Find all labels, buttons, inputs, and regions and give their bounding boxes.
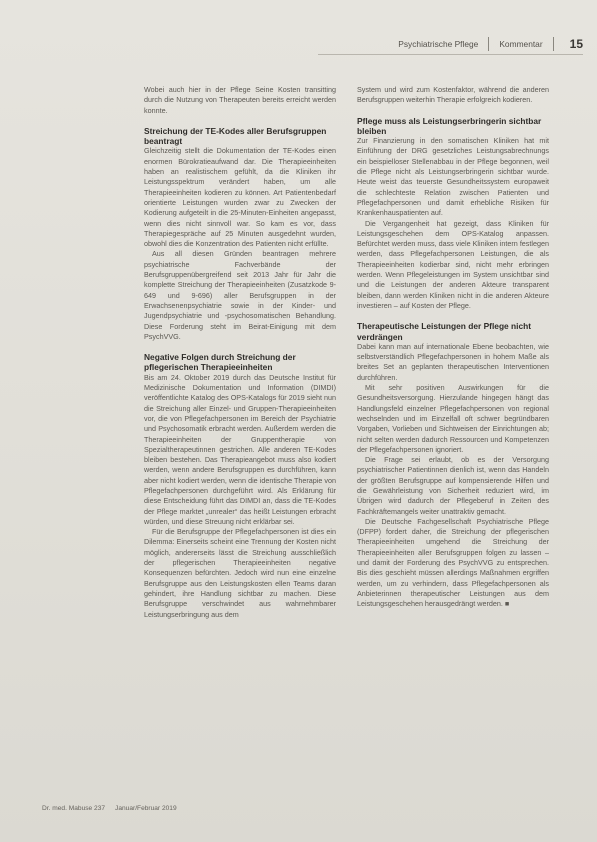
header-rule xyxy=(318,54,583,55)
paragraph: Die Frage sei erlaubt, ob es der Versorgung psychiatrischer Patientinnen dienlich ist, wenn das Handeln der größten Berufsgruppe auf kompensierende Hilfen und die Gewährleistung von Sicherheit reduziert wird, im Übrigen wird dadurch der Pflegeberuf in Zeiten des Fachkräftemangels weiter unattraktiv gemacht. xyxy=(357,455,549,516)
paragraph: Für die Berufsgruppe der Pflegefachpersonen ist dies ein Dilemma: Einerseits scheint eine Trennung der Kosten nicht möglich, andererseits lässt die Streichung ausschließlich der pflegerischen Therapieeinheiten negative Konsequenzen befürchten. Jedoch wird nun eine einzelne Berufsgruppe aus den Leistungskosten ellen Teams daran gehindert, ihre Handlung sichtbar zu machen. Diese Berufsgruppe verschwindet aus wahrnehmbarer Leistungserbringung aus dem xyxy=(144,527,336,619)
paragraph: Die Vergangenheit hat gezeigt, dass Kliniken für Leistungsgeschehen dem OPS-Katalog anpassen. Befürchtet werden muss, dass viele Kliniken intern festlegen werden, dass Pflegefachpersonen Leistungen, die als Therapieeinheiten kodierbar sind, nicht mehr erbringen werden. Wenn Pflegeleistungen im System unsichtbar sind und die Leistungen der anderen Akteure transparent bleiben, dann werden Kliniken nicht in die anderen Akteure investieren – auf Kosten der Pflege. xyxy=(357,218,549,310)
section-heading: Negative Folgen durch Streichung der pflegerischen Therapieeinheiten xyxy=(144,352,296,373)
header-divider xyxy=(553,37,554,51)
section-heading: Pflege muss als Leistungserbringerin sichtbar bleiben xyxy=(357,115,542,136)
header-category: Kommentar xyxy=(499,39,543,49)
left-intro: Wobei auch hier in der Pflege Seine Kosten transitting durch die Nutzung von Therapeuten bereits erreicht werden konnte. xyxy=(144,85,336,115)
header-divider xyxy=(488,37,489,51)
paragraph: Die Deutsche Fachgesellschaft Psychiatrische Pflege (DFPP) fordert daher, die Streichung der pflegerischen Therapieeinheiten umgehend die Streichung der Therapieeinheiten aller Berufsgruppen folgen zu lassen – und damit der Forderung des PsychVVG zu entsprechen. Bis dies geschieht müssen allerdings Maßnahmen ergriffen werden, um zu verhindern, dass Pflegefachpersonen als Anbieterinnen therapeutischer Leistungen aus dem Leistungsgeschehen herausgedrängt werden. ■ xyxy=(357,516,549,609)
paragraph: Gleichzeitig stellt die Dokumentation der TE-Kodes einen enormen Bürokratieaufwand dar. Die Therapieeinheiten haben an realistischem gefühlt, da die Kliniken ihr Leistungsspektrum verändert haben, um alle Therapieeinheiten kodieren zu können. Art Patientenbedarf orientierte Leistungen wurden zwar zu Zwecken der Kodierung aufgeteilt in die 25-Minuten-Einheiten angepasst, wenn dies nicht sinnvoll war. So kam es vor, dass Therapiegespräche auf 25 Minuten ausgedehnt wurden, obwohl dies die Konzentration des Patienten nicht erfüllte. xyxy=(144,146,336,249)
right-intro: System und wird zum Kostenfaktor, während die anderen Berufsgruppen weiterhin Therapie erfolgreich kodieren. xyxy=(357,85,549,105)
paragraph: Dabei kann man auf internationale Ebene beobachten, wie selbstverständlich Pflegefachpersonen in hohem Maße als breites Set an geplanten therapeutischen Interventionen durchführen. xyxy=(357,341,549,382)
paragraph: Zur Finanzierung in den somatischen Kliniken hat mit Einführung der DRG gesetzliches Leistungsabrechnungs ein beispielloser Stellenabbau in der Pflege begonnen, weil die Pflege nicht als Leistungserbringerin sichtbar wurde. Heute weist das teuerste Gesundheitssystem europaweit die schlechteste Relation zwischen Patienten und Pflegefachpersonen und damit erhebliche Risiken für Krankenhauspatienten auf. xyxy=(357,136,549,218)
page-footer xyxy=(42,805,177,812)
paragraph: Bis am 24. Oktober 2019 durch das Deutsche Institut für Medizinische Dokumentation und Information (DIMDI) veröffentlichte Katalog des OPS-Katalogs für 2019 sieht nun die Streichung aller Einzel- und Gruppen-Therapieeinheiten vor, die von Pflegefachpersonen im Bereich der Psychiatrie und Psychosomatik erbracht werden. Außerdem werden die Therapieeinheiten der Gruppentherapie von Spezialtherapeutinnen gestrichen. Alle anderen TE-Kodes bleiben bestehen. Das Therapieangebot muss also kodiert werden, wenn andere Berufsgruppen es durchführen, kann aber nicht kodiert werden, wenn die identische Therapie von Pflegefachpersonen durchgeführt wird. Als Erklärung für diese Entscheidung führt das DIMDI an, dass die TE-Kodes der Pflege marktet „unrealer“ das heißt Leistungen erbracht würden, und diese Streuung nicht erklärbar sei. xyxy=(144,372,336,526)
section-heading: Streichung der TE-Kodes aller Berufsgruppen beantragt xyxy=(144,125,327,147)
running-header xyxy=(398,36,583,52)
right-column xyxy=(357,85,549,610)
section-heading: Therapeutische Leistungen der Pflege nicht verdrängen xyxy=(357,321,532,342)
footer-issue: Januar/Februar 2019 xyxy=(115,805,177,812)
paragraph: Aus all diesen Gründen beantragen mehrere psychiatrische Fachverbände der Berufsgruppenübergreifend seit 2013 Jahr für Jahr die komplette Streichung der Therapieeinheiten (Zusatzkode 9-649 und 9-696) aller Berufsgruppen in der Erwachsenenpsychiatrie sowie in der Kinder- und Jugendpsychiatrie und -psychosomatischen Behandlung. Diese Forderung steht im Beirat-Einigung mit dem PsychVVG. xyxy=(144,249,336,341)
left-column xyxy=(144,85,336,620)
page-number: 15 xyxy=(569,37,583,51)
footer-journal: Dr. med. Mabuse 237 xyxy=(42,805,106,812)
paragraph: Mit sehr positiven Auswirkungen für die Gesundheitsversorgung. Hierzulande hingegen hängt das Handlungsfeld einzelner Pflegefachpersonen von regional wechselnden und im Einzelfall oft schwer begründbaren Vorgaben, Vorlieben und Sichtweisen der Einrichtungen ab; nicht selten werden dadurch Ressourcen und Kompetenzen der Pflegefachpersonen ignoriert. xyxy=(357,383,549,454)
header-section: Psychiatrische Pflege xyxy=(398,39,479,49)
